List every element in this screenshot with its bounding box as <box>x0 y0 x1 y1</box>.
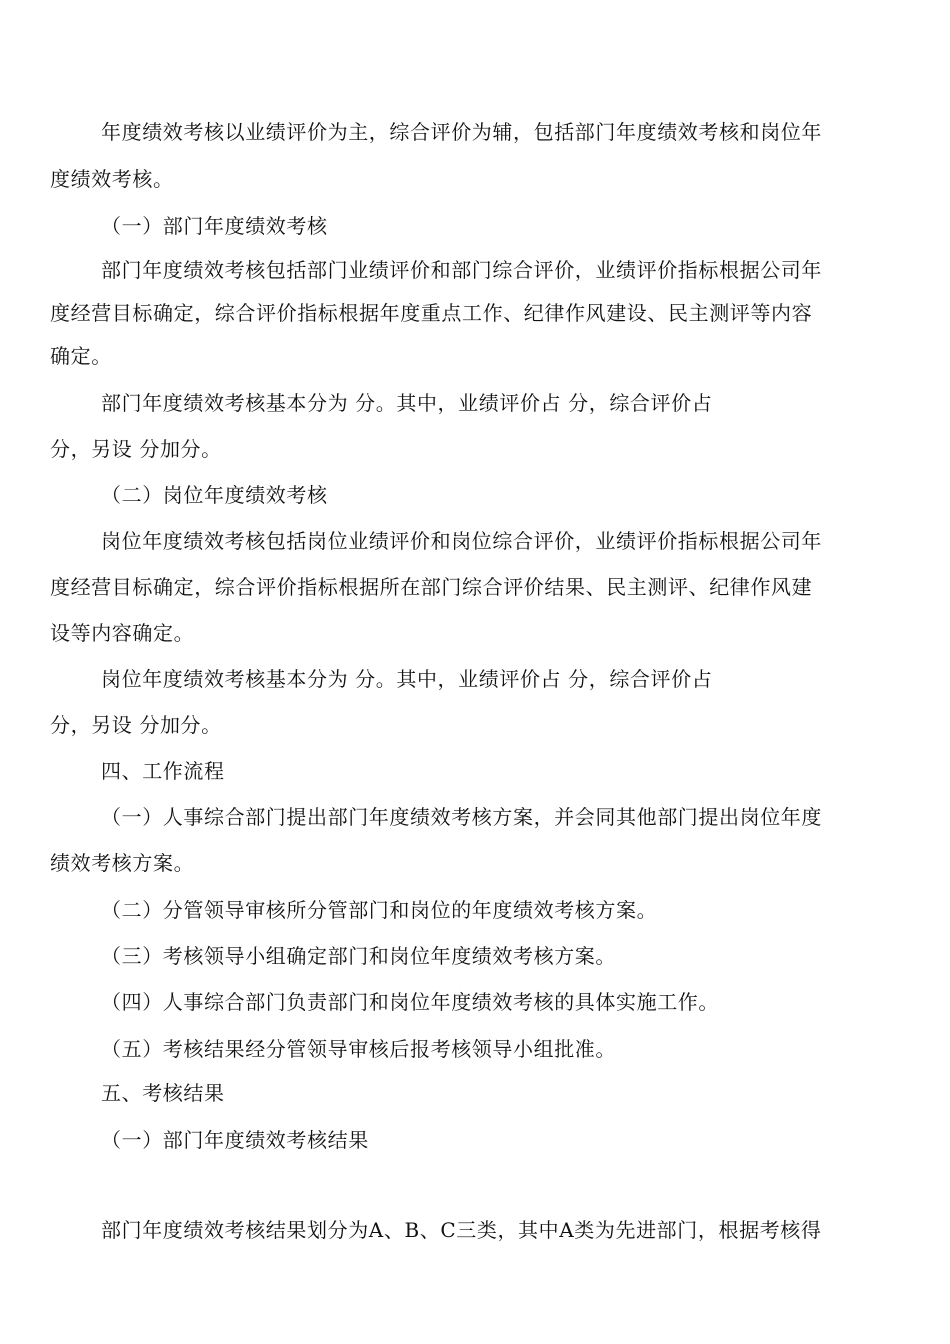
paragraph-line: （五）考核结果经分管领导审核后报考核领导小组批准。 <box>101 1037 616 1061</box>
paragraph-line: （四）人事综合部门负责部门和岗位年度绩效考核的具体实施工作。 <box>101 990 719 1014</box>
paragraph-line: （一）人事综合部门提出部门年度绩效考核方案，并会同其他部门提出岗位年度 <box>101 805 822 829</box>
paragraph-line: 岗位年度绩效考核基本分为 分。其中，业绩评价占 分，综合评价占 <box>101 667 713 691</box>
paragraph-line: 部门年度绩效考核包括部门业绩评价和部门综合评价，业绩评价指标根据公司年 <box>101 258 822 282</box>
paragraph-line: （二）分管领导审核所分管部门和岗位的年度绩效考核方案。 <box>101 898 658 922</box>
paragraph-line: 度经营目标确定，综合评价指标根据年度重点工作、纪律作风建设、民主测评等内容 <box>50 301 813 325</box>
section-heading: （一）部门年度绩效考核结果 <box>101 1128 369 1152</box>
section-heading: 四、工作流程 <box>101 759 225 783</box>
paragraph-line: 部门年度绩效考核结果划分为A、B、C三类，其中A类为先进部门，根据考核得 <box>101 1218 822 1242</box>
paragraph-line: 分，另设 分加分。 <box>50 713 222 737</box>
paragraph-line: 岗位年度绩效考核包括岗位业绩评价和岗位综合评价，业绩评价指标根据公司年 <box>101 529 822 553</box>
paragraph-line: 确定。 <box>50 344 112 368</box>
section-heading: 五、考核结果 <box>101 1081 225 1105</box>
section-heading: （二）岗位年度绩效考核 <box>101 483 328 507</box>
section-heading: （一）部门年度绩效考核 <box>101 214 328 238</box>
paragraph-line: 绩效考核方案。 <box>50 851 195 875</box>
paragraph-line: 度绩效考核。 <box>50 167 174 191</box>
paragraph-line: 部门年度绩效考核基本分为 分。其中，业绩评价占 分，综合评价占 <box>101 391 713 415</box>
paragraph-line: 年度绩效考核以业绩评价为主，综合评价为辅，包括部门年度绩效考核和岗位年 <box>101 120 822 144</box>
paragraph-line: 设等内容确定。 <box>50 621 195 645</box>
paragraph-line: （三）考核领导小组确定部门和岗位年度绩效考核方案。 <box>101 944 616 968</box>
paragraph-line: 度经营目标确定，综合评价指标根据所在部门综合评价结果、民主测评、纪律作风建 <box>50 575 813 599</box>
paragraph-line: 分，另设 分加分。 <box>50 437 222 461</box>
